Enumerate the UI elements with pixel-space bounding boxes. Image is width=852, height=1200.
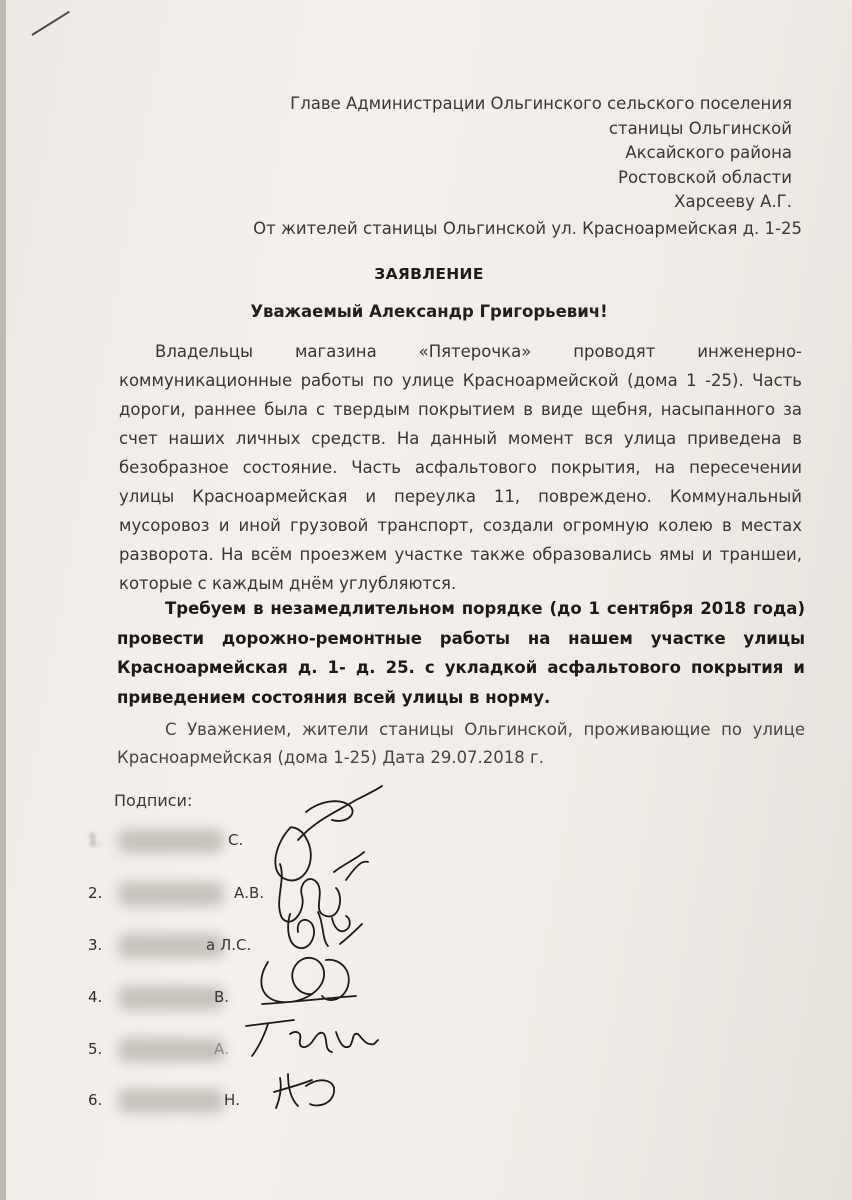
signature-number: 2. — [88, 884, 103, 902]
signature-row — [88, 884, 288, 908]
signature-row — [88, 936, 288, 960]
signature-row — [88, 1040, 288, 1064]
signature-number: 6. — [88, 1091, 103, 1109]
redacted-name — [118, 1038, 224, 1062]
addressee-block — [290, 92, 792, 215]
addressee-line: станицы Ольгинской — [608, 118, 792, 138]
closing-paragraph: С Уважением, жители станицы Ольгинской, проживающие по улице Красноармейская (дома 1-25) Дата 29.07.2018 г. — [117, 720, 805, 767]
signature-number: 5. — [88, 1040, 103, 1058]
signatures-label: Подписи: — [114, 791, 193, 810]
addressee-line: Харсееву А.Г. — [674, 192, 792, 211]
signature-initials: а Л.С. — [206, 936, 252, 954]
signature-stroke — [288, 912, 362, 948]
signature-number: 3. — [88, 936, 103, 954]
signature-initials: А. — [214, 1040, 230, 1058]
signature-row — [88, 831, 288, 855]
signature-initials: С. — [228, 831, 244, 849]
demand-paragraph: Требуем в незамедлительном порядке (до 1 сентября 2018 года) провести дорожно-ремонтные работы на нашем участке улицы Красноармейская д. 1- д. 25. с укладкой асфальтового покрытия и приведением состояния всей улицы в норму. — [117, 599, 805, 707]
redacted-name — [118, 986, 224, 1010]
signature-initials: А.В. — [234, 884, 265, 902]
signature-initials: Н. — [224, 1091, 241, 1109]
addressee-line: Аксайского района — [625, 143, 792, 162]
signature-initials: В. — [214, 988, 230, 1006]
sender-line: От жителей станицы Ольгинской ул. Красноармейская д. 1-25 — [253, 219, 802, 238]
signature-stroke — [279, 852, 368, 922]
addressee-line: Главе Администрации Ольгинского сельского поселения — [290, 94, 792, 113]
pen-stroke-mark — [31, 11, 69, 36]
body-paragraph: Владельцы магазина «Пятерочка» проводят инженерно-коммуникационные работы по улице Красноармейской (дома 1 -25). Часть дороги, раннее была с твердым покрытием в виде щебня, насыпанного за счет наших личных средств. На данный момент вся улица приведена в безобразное состояние. Часть асфальтового покрытия, на пересечении улицы Красноармейская и переулка 11, повреждено. Коммунальный мусоровоз и иной грузовой транспорт, создали огромную колею в местах разворота. На всём проезжем участке также образовались ямы и траншеи, которые с каждым днём углубляются. — [119, 342, 802, 593]
signature-stroke — [275, 786, 382, 880]
signature-number: 1. — [88, 831, 103, 849]
document-page — [6, 0, 852, 1200]
document-title: ЗАЯВЛЕНИЕ — [374, 265, 484, 283]
signature-number: 4. — [88, 988, 103, 1006]
signature-row — [88, 988, 288, 1012]
redacted-name — [118, 882, 224, 906]
salutation: Уважаемый Александр Григорьевич! — [250, 302, 608, 321]
redacted-name — [118, 829, 224, 853]
signature-row — [88, 1091, 288, 1115]
addressee-line: Ростовской области — [618, 167, 792, 187]
redacted-name — [118, 1089, 224, 1113]
